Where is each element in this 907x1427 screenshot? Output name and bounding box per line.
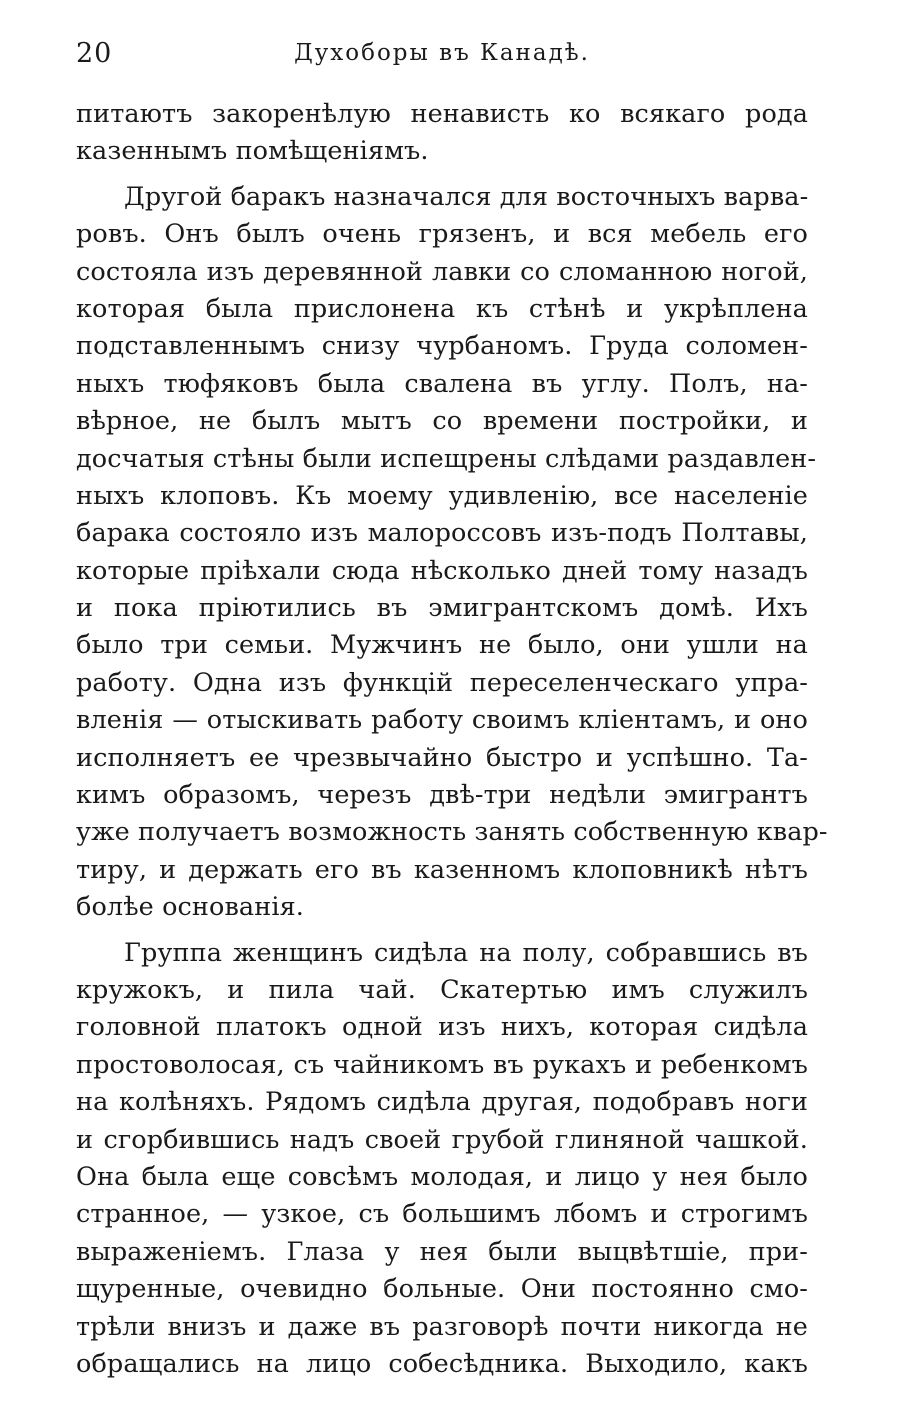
- text-line: Другой баракъ назначался для восточныхъ варва-: [124, 181, 809, 212]
- text-line: которые пріѣхали сюда нѣсколько дней тому назадъ: [76, 555, 808, 586]
- text-line: обращались на лицо собесѣдника. Выходило, какъ: [76, 1348, 808, 1379]
- text-line: ровъ. Онъ былъ очень грязенъ, и вся мебель его: [76, 219, 808, 250]
- text-line: подставленнымъ снизу чурбаномъ. Груда соломен-: [76, 331, 808, 362]
- text-line: и пока пріютились въ эмигрантскомъ домѣ. Ихъ: [76, 593, 808, 624]
- text-line: которая была прислонена къ стѣнѣ и укрѣплена: [76, 293, 808, 324]
- text-line: Группа женщинъ сидѣла на полу, собравшись въ: [124, 937, 808, 968]
- text-line: барака состояло изъ малороссовъ изъ-подъ Полтавы,: [76, 518, 808, 549]
- text-line: досчатыя стѣны были испещрены слѣдами раздавлен-: [76, 443, 817, 474]
- text-line: состояла изъ деревянной лавки со сломанною ногой,: [76, 256, 808, 287]
- text-line: ныхъ тюфяковъ была свалена въ углу. Полъ, на-: [76, 368, 808, 399]
- text-line: Она была еще совсѣмъ молодая, и лицо у нея было: [76, 1161, 808, 1192]
- text-line: казеннымъ помѣщеніямъ.: [76, 136, 429, 167]
- text-line: трѣли внизъ и даже въ разговорѣ почти никогда не: [76, 1311, 808, 1342]
- text-line: выраженіемъ. Глаза у нея были выцвѣтшіе, при-: [76, 1236, 808, 1267]
- running-head: [76, 30, 808, 78]
- body-text: [76, 96, 828, 1383]
- text-line: и сгорбившись надъ своей грубой глиняной чашкой.: [76, 1124, 808, 1155]
- paragraph: [76, 179, 828, 927]
- text-line: питаютъ закоренѣлую ненависть ко всякаго рода: [76, 99, 808, 129]
- text-line: тиру, и держать его въ казенномъ клоповникѣ нѣтъ: [76, 854, 808, 885]
- paragraph: [76, 935, 808, 1384]
- text-line: работу. Одна изъ функцій переселенческаго упра-: [76, 667, 808, 698]
- text-line: на колѣняхъ. Рядомъ сидѣла другая, подобравъ ноги: [76, 1087, 808, 1118]
- text-line: головной платокъ одной изъ нихъ, которая сидѣла: [76, 1012, 808, 1043]
- text-line: странное, — узкое, съ большимъ лбомъ и строгимъ: [76, 1199, 808, 1230]
- text-line: уже получаетъ возможность занять собственную квар-: [76, 817, 828, 848]
- paragraph: [76, 96, 808, 171]
- text-line: простоволосая, съ чайникомъ въ рукахъ и ребенкомъ: [76, 1049, 808, 1080]
- chapter-title: Духоборы въ Канадѣ.: [294, 40, 590, 66]
- text-line: вленія — отыскивать работу своимъ кліентамъ, и оно: [76, 705, 808, 736]
- text-line: ныхъ клоповъ. Къ моему удивленію, все населеніе: [76, 480, 808, 511]
- text-line: исполняетъ ее чрезвычайно быстро и успѣшно. Та-: [76, 742, 808, 773]
- text-line: болѣе основанія.: [76, 892, 304, 923]
- text-line: щуренные, очевидно больные. Они постоянно смо-: [76, 1274, 808, 1305]
- text-line: кружокъ, и пила чай. Скатертью имъ служилъ: [76, 974, 808, 1005]
- text-line: было три семьи. Мужчинъ не было, они ушли на: [76, 630, 808, 661]
- page-number: 20: [76, 38, 113, 69]
- book-page: [76, 30, 828, 1383]
- text-line: кимъ образомъ, черезъ двѣ-три недѣли эмигрантъ: [76, 780, 808, 811]
- text-line: вѣрное, не былъ мытъ со времени постройки, и: [76, 406, 808, 437]
